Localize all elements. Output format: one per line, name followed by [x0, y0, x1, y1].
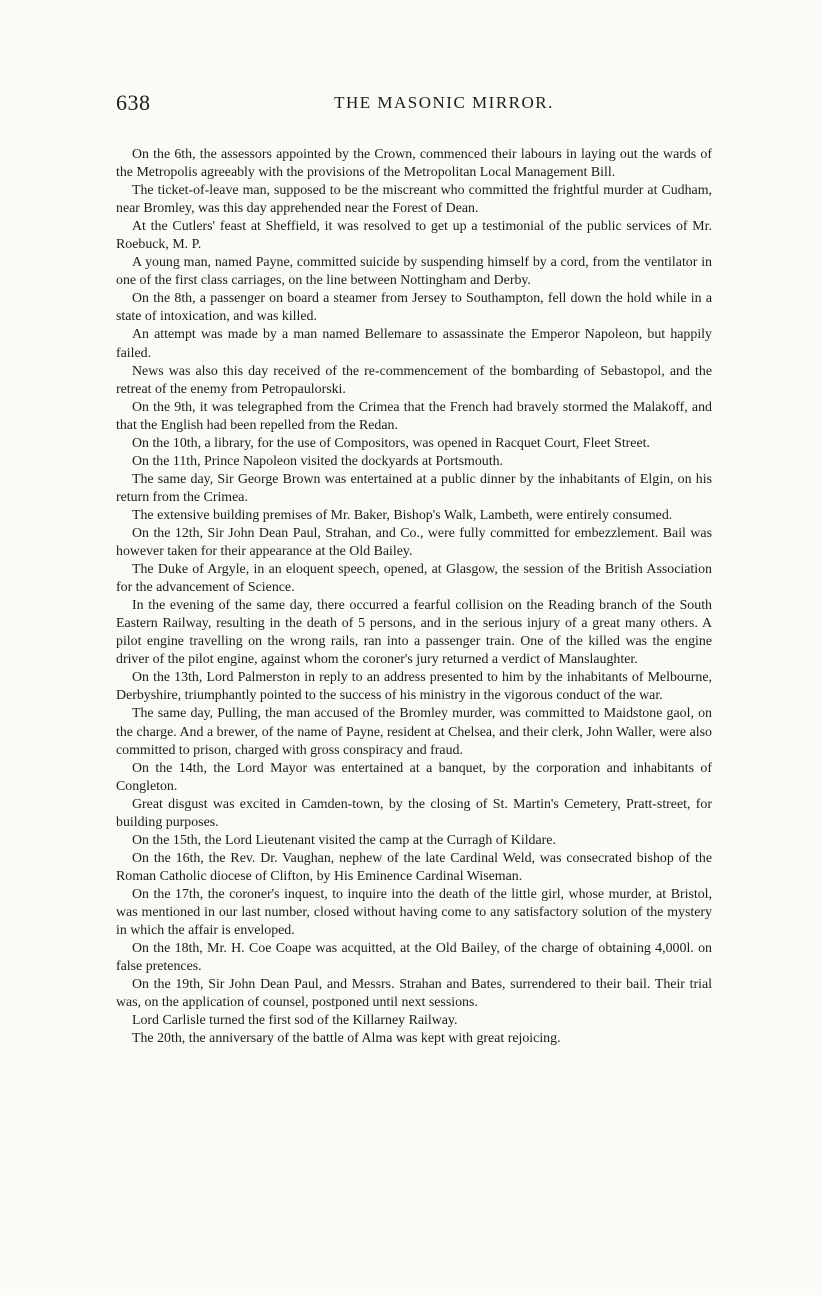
paragraph: An attempt was made by a man named Bellemare to assassinate the Emperor Napoleon, but happily failed. — [116, 327, 712, 361]
paragraph: On the 13th, Lord Palmerston in reply to an address presented to him by the inhabitants of Melbourne, Derbyshire, triumphantly pointed to the success of his ministry in the vigorous conduct of the war. — [116, 670, 712, 704]
paragraph: Lord Carlisle turned the first sod of the Killarney Railway. — [132, 1013, 458, 1029]
paragraph: Great disgust was excited in Camden-town, by the closing of St. Martin's Cemetery, Pratt-street, for building purposes. — [116, 796, 712, 830]
paragraph: On the 15th, the Lord Lieutenant visited the camp at the Curragh of Kildare. — [132, 832, 556, 848]
paragraph: The same day, Sir George Brown was entertained at a public dinner by the inhabitants of Elgin, on his return from the Crimea. — [116, 471, 712, 505]
paragraph: News was also this day received of the re-commencement of the bombarding of Sebastopol, and the retreat of the enemy from Petropaulorski. — [116, 363, 712, 397]
paragraph: On the 17th, the coroner's inquest, to inquire into the death of the little girl, whose murder, at Bristol, was mentioned in our last number, closed without having come to any satisfactory solution of the mystery in which the affair is enveloped. — [116, 886, 712, 939]
paragraph: On the 6th, the assessors appointed by the Crown, commenced their labours in laying out the wards of the Metropolis agreeably with the provisions of the Metropolitan Local Management Bill. — [116, 147, 712, 181]
paragraph: On the 12th, Sir John Dean Paul, Strahan, and Co., were fully committed for embezzlement. Bail was however taken for their appearance at the Old Bailey. — [116, 525, 712, 560]
running-title: THE MASONIC MIRROR. — [334, 93, 554, 112]
page-number: 638 — [116, 90, 151, 115]
paragraph: On the 8th, a passenger on board a steamer from Jersey to Southampton, fell down the hold while in a state of intoxication, and was killed. — [116, 291, 712, 325]
paragraph: On the 9th, it was telegraphed from the Crimea that the French had bravely stormed the Malakoff, and that the English had been repelled from the Redan. — [116, 399, 712, 433]
paragraph: On the 10th, a library, for the use of Compositors, was opened in Racquet Court, Fleet Street. — [132, 435, 650, 451]
page-header — [116, 90, 712, 122]
paragraph: On the 11th, Prince Napoleon visited the dockyards at Portsmouth. — [132, 453, 503, 469]
paragraph: In the evening of the same day, there occurred a fearful collision on the Reading branch of the South Eastern Railway, resulting in the death of 5 persons, and in the serious injury of a great many others. A pilot engine travelling on the wrong rails, ran into a passenger train. One of the killed was the engine driver of the pilot engine, against whom the coroner's jury returned a verdict of Manslaughter. — [116, 598, 712, 668]
paragraph: On the 19th, Sir John Dean Paul, and Messrs. Strahan and Bates, surrendered to their bail. Their trial was, on the application of counsel, postponed until next sessions. — [116, 977, 712, 1011]
paragraph: On the 16th, the Rev. Dr. Vaughan, nephew of the late Cardinal Weld, was consecrated bishop of the Roman Catholic diocese of Clifton, by His Eminence Cardinal Wiseman. — [116, 850, 712, 884]
article-body — [116, 146, 712, 1048]
paragraph: On the 14th, the Lord Mayor was entertained at a banquet, by the corporation and inhabitants of Congleton. — [116, 760, 712, 794]
paragraph: A young man, named Payne, committed suicide by suspending himself by a cord, from the ventilator in one of the first class carriages, on the line between Nottingham and Derby. — [116, 255, 712, 289]
paragraph: The Duke of Argyle, in an eloquent speech, opened, at Glasgow, the session of the British Association for the advancement of Science. — [116, 562, 712, 596]
paragraph: The ticket-of-leave man, supposed to be the miscreant who committed the frightful murder at Cudham, near Bromley, was this day apprehended near the Forest of Dean. — [116, 183, 712, 217]
paragraph: The extensive building premises of Mr. Baker, Bishop's Walk, Lambeth, were entirely consumed. — [132, 507, 673, 523]
paragraph: At the Cutlers' feast at Sheffield, it was resolved to get up a testimonial of the public services of Mr. Roebuck, M. P. — [116, 219, 712, 253]
paragraph: The same day, Pulling, the man accused of the Bromley murder, was committed to Maidstone gaol, on the charge. And a brewer, of the name of Payne, resident at Chelsea, and their clerk, John Waller, were also committed to prison, charged with gross conspiracy and fraud. — [116, 706, 712, 758]
paragraph: On the 18th, Mr. H. Coe Coape was acquitted, at the Old Bailey, of the charge of obtaining 4,000l. on false pretences. — [116, 941, 712, 975]
paragraph: The 20th, the anniversary of the battle of Alma was kept with great rejoicing. — [132, 1031, 561, 1047]
